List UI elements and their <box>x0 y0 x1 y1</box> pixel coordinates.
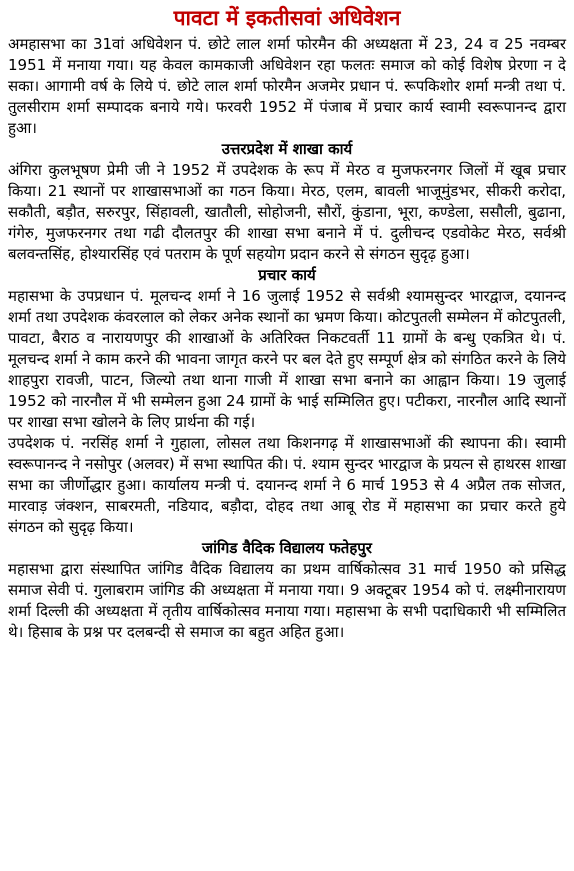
paragraph-intro: अमहासभा का 31वां अधिवेशन पं. छोटे लाल शर्मा फोरमैन की अध्यक्षता में 23, 24 व 25 नवम्बर 1951 में मनाया गया। यह केवल कामकाजी अधिवेशन रहा फलतः समाज को कोई विशेष प्रेरणा न दे सका। आगामी वर्ष के लिये पं. छोटे लाल शर्मा फोरमैन अजमेर प्रधान पं. रूपकिशोर शर्मा मन्त्री तथा पं. तुलसीराम शर्मा सम्पादक बनाये गये। फरवरी 1952 में पंजाब में प्रचार कार्य स्वामी स्वरूपानन्द द्वारा हुआ। <box>8 35 566 137</box>
heading-up-branch-work: उत्तरप्रदेश में शाखा कार्य <box>221 140 353 158</box>
paragraph-fatehpur-school: महासभा द्वारा संस्थापित जांगिड वैदिक विद्यालय का प्रथम वार्षिकोत्सव 31 मार्च 1950 को प्रसिद्ध समाज सेवी पं. गुलाबराम जांगिड की अध्यक्षता में मनाया गया। 9 अक्टूबर 1954 को पं. लक्ष्मीनारायण शर्मा दिल्ली की अध्यक्षता में तृतीय वार्षिकोत्सव मनाया गया। महासभा के सभी पदाधिकारी भी सम्मिलित थे। हिसाब के प्रश्न पर दलबन्दी से समाज का बहुत अहित हुआ। <box>8 560 566 641</box>
page-title: पावटा में इकतीसवां अधिवेशन <box>173 6 401 30</box>
paragraph-up-branch-work: अंगिरा कुलभूषण प्रेमी जी ने 1952 में उपदेशक के रूप में मेरठ व मुजफरनगर जिलों में खूब प्रचार किया। 21 स्थानों पर शाखासभाओं का गठन किया। मेरठ, एलम, बावली भाजूमुंडभर, सीकरी करोदा, सकौती, बड़ौत, सरुरपुर, सिंहावली, खातौली, सोहोजनी, सौरों, कुंडाना, भूरा, कण्डेला, ससौली, बुढाना, गंगेरु, मुजफरनगर तथा गढी दौलतपुर की शाखा सभा बनाने में पं. दुलीचन्द एडवोकेट मेरठ, सर्वश्री बलवन्तसिंह, होश्यारसिंह एवं पतराम के पूर्ण सहयोग प्रदान करने से संगठन सुदृढ़ हुआ। <box>8 161 566 263</box>
heading-fatehpur-school: जांगिड वैदिक विद्यालय फतेहपुर <box>202 539 372 557</box>
paragraph-propaganda-work-2: उपदेशक पं. नरसिंह शर्मा ने गुहाला, लोसल तथा किशनगढ़ में शाखासभाओं की स्थापना की। स्वामी स्वरूपानन्द ने नसोपुर (अलवर) में सभा स्थापित की। पं. श्याम सुन्दर भारद्वाज के प्रयत्न से हाथरस शाखा सभा का जीर्णोद्धार हुआ। कार्यालय मन्त्री पं. दयानन्द शर्मा ने 6 मार्च 1953 से 4 अप्रैल तक सोजत, मारवाड़ जंक्शन, साबरमती, नडियाद, बड़ौदा, दोहद तथा आबू रोड में महासभा का प्रचार करते हुये संगठन को सुदृढ़ किया। <box>8 434 566 536</box>
paragraph-propaganda-work-1: महासभा के उपप्रधान पं. मूलचन्द शर्मा ने 16 जुलाई 1952 से सर्वश्री श्यामसुन्दर भारद्वाज, दयानन्द शर्मा तथा उपदेशक कंवरलाल को लेकर अनेक स्थानों का भ्रमण किया। कोटपुतली सम्मेलन में कोटपुतली, पावटा, बैराठ व नारायणपुर की शाखाओं के अतिरिक्त निकटवर्ती 11 ग्रामों के बन्धु एकत्रित थे। पं. मूलचन्द शर्मा ने काम करने की भावना जागृत करने पर बल देते हुए सम्पूर्ण क्षेत्र को संगठित करने के लिये शाहपुरा रावजी, पाटन, जिल्यो तथा थाना गाजी में शाखा सभा बनाने का आह्वान किया। 19 जुलाई 1952 को नारनौल में भी सम्मेलन हुआ 24 ग्रामों के भाई सम्मिलित हुए। पटीकरा, नारनौल आदि स्थानों पर शाखा सभा खोलने के लिए प्रार्थना की गई। <box>8 287 566 431</box>
heading-propaganda-work: प्रचार कार्य <box>258 266 316 284</box>
